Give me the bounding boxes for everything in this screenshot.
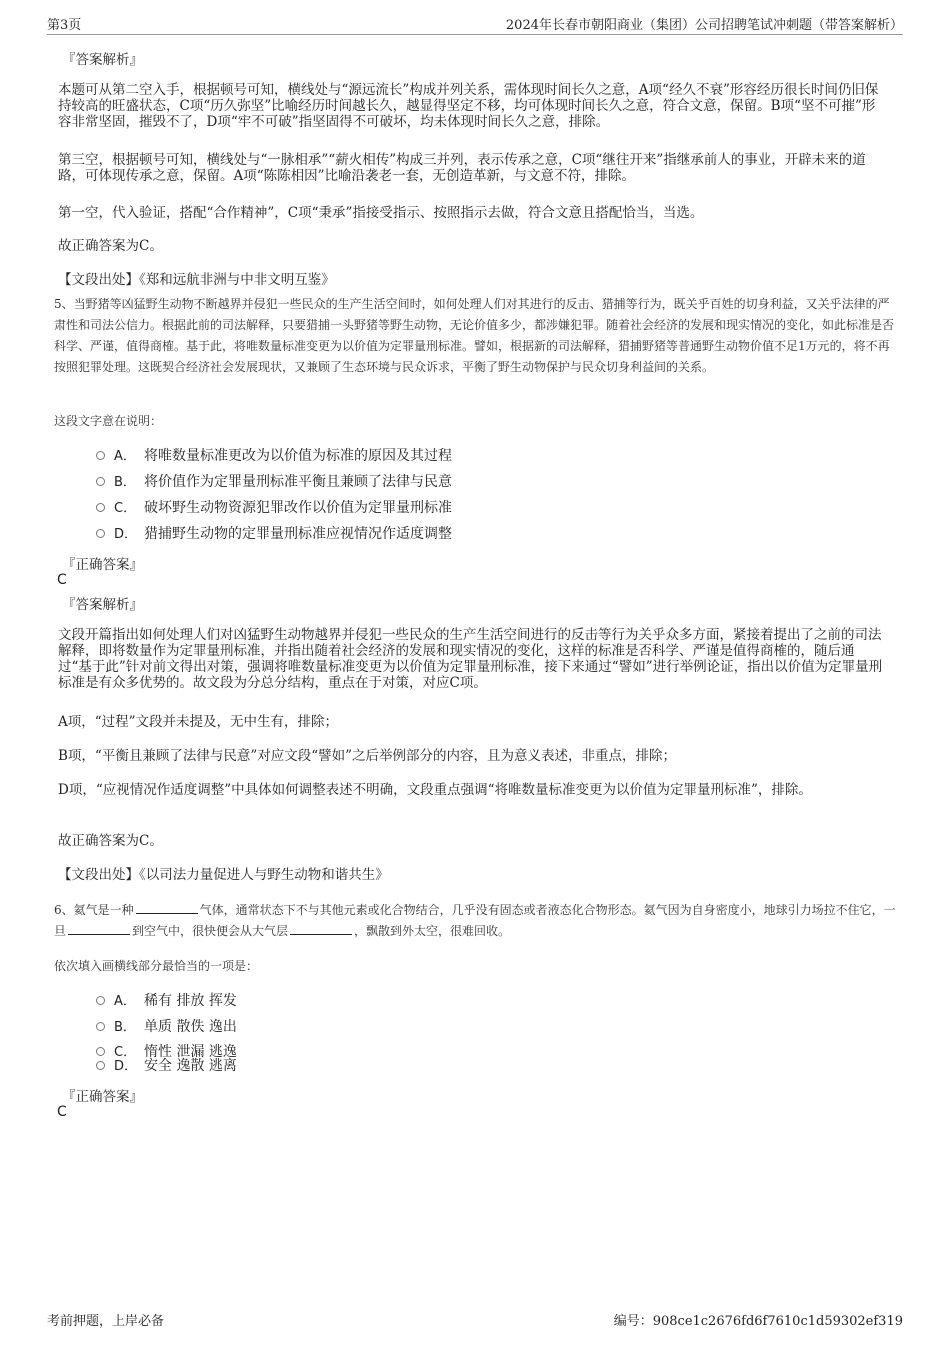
radio-icon[interactable] bbox=[96, 996, 105, 1005]
fill-blank bbox=[136, 903, 198, 914]
source-citation: 【文段出处】《郑和远航非洲与中非文明互鉴》 bbox=[58, 272, 335, 288]
question-5-prompt: 这段文字意在说明： bbox=[54, 414, 163, 428]
answer-conclusion: 故正确答案为C。 bbox=[58, 238, 163, 254]
radio-icon[interactable] bbox=[96, 477, 105, 486]
correct-answer-label: 『正确答案』 bbox=[62, 557, 143, 573]
option-a[interactable]: A． 稀有 排放 挥发 bbox=[96, 992, 237, 1010]
analysis-paragraph: 文段开篇指出如何处理人们对凶猛野生动物越界并侵犯一些民众的生产生活空间进行的反击等行为关乎众多方面，紧接着提出了之前的司法解释，即将数量作为定罪量刑标准，并指出随着社会经济的发展和现实情况的变化，这样的标准是否科学、严谨是值得商榷的，随后通过“基于此”针对前文得出对策，强调将唯数量标准变更为以价值为定罪量刑标准，接下来通过“譬如”进行举例论证，指出以价值为定罪量刑标准是有众多优势的。故文段为分总分结构，重点在于对策，对应C项。 bbox=[58, 627, 883, 691]
analysis-paragraph: D项，“应视情况作适度调整”中具体如何调整表述不明确，文段重点强调“将唯数量标准变更为以价值为定罪量刑标准”，排除。 bbox=[58, 782, 812, 798]
question-6-stem: 6、氦气是一种 气体，通常状态下不与其他元素或化合物结合，几乎没有固态或者液态化合物形态。氦气因为自身密度小，地球引力场拉不住它，一旦 到空气中，很快便会从大气层 ，飘散到外太空，很难回收。 bbox=[54, 903, 896, 938]
document-id: 编号：908ce1c2676fd6f7610c1d59302ef319 bbox=[613, 1314, 903, 1329]
radio-icon[interactable] bbox=[96, 529, 105, 538]
page-header bbox=[47, 12, 903, 35]
source-citation: 【文段出处】《以司法力量促进人与野生动物和谐共生》 bbox=[58, 867, 389, 883]
option-b[interactable]: B． 将价值作为定罪量刑标准平衡且兼顾了法律与民意 bbox=[96, 473, 452, 491]
correct-answer-value: C bbox=[57, 1104, 67, 1120]
correct-answer-label: 『正确答案』 bbox=[62, 1089, 143, 1105]
radio-icon[interactable] bbox=[96, 1047, 105, 1056]
analysis-paragraph: 第三空，根据顿号可知，横线处与“一脉相承”“薪火相传”构成三并列，表示传承之意，C项“继往开来”指继承前人的事业，开辟未来的道路，可体现传承之意，保留。A项“陈陈相因”比喻沿袭老一套，无创造革新，与文意不符，排除。 bbox=[58, 152, 866, 184]
radio-icon[interactable] bbox=[96, 1022, 105, 1031]
option-a[interactable]: A． 将唯数量标准更改为以价值为标准的原因及其过程 bbox=[96, 447, 452, 465]
fill-blank bbox=[290, 924, 352, 935]
correct-answer-value: C bbox=[57, 572, 67, 588]
question-6-prompt: 依次填入画横线部分最恰当的一项是： bbox=[54, 959, 259, 973]
analysis-paragraph: 第一空，代入验证，搭配“合作精神”，C项“秉承”指接受指示、按照指示去做，符合文意且搭配恰当，当选。 bbox=[58, 205, 704, 221]
radio-icon[interactable] bbox=[96, 451, 105, 460]
option-d[interactable]: D． 猎捕野生动物的定罪量刑标准应视情况作适度调整 bbox=[96, 525, 452, 543]
option-b[interactable]: B． 单质 散佚 逸出 bbox=[96, 1018, 237, 1036]
option-c[interactable]: C． 破坏野生动物资源犯罪改作以价值为定罪量刑标准 bbox=[96, 499, 452, 517]
footer-slogan: 考前押题，上岸必备 bbox=[47, 1314, 165, 1329]
analysis-paragraph: B项，“平衡且兼顾了法律与民意”对应文段“譬如”之后举例部分的内容，且为意义表述，非重点，排除； bbox=[58, 748, 677, 764]
option-d[interactable]: D． 安全 逸散 逃离 bbox=[96, 1057, 237, 1075]
radio-icon[interactable] bbox=[96, 1061, 105, 1070]
analysis-label: 『答案解析』 bbox=[62, 52, 143, 68]
page-number: 第3页 bbox=[47, 18, 82, 33]
radio-icon[interactable] bbox=[96, 503, 105, 512]
fill-blank bbox=[68, 924, 130, 935]
question-5-stem: 5、当野猪等凶猛野生动物不断越界并侵犯一些民众的生产生活空间时，如何处理人们对其进行的反击、猎捕等行为，既关乎百姓的切身利益，又关乎法律的严肃性和司法公信力。根据此前的司法解释，只要猎捕一头野猪等野生动物，无论价值多少，都涉嫌犯罪。随着社会经济的发展和现实情况的变化，如此标准是否科学、严谨，值得商榷。基于此，将唯数量标准变更为以价值为定罪量刑标准。譬如，根据新的司法解释，猎捕野猪等普通野生动物价值不足1万元的，将不再按照犯罪处理。这既契合经济社会发展现状，又兼顾了生态环境与民众诉求，平衡了野生动物保护与民众切身利益间的关系。 bbox=[54, 297, 895, 374]
analysis-paragraph: 本题可从第二空入手，根据顿号可知，横线处与“源远流长”构成并列关系，需体现时间长久之意，A项“经久不衰”形容经历很长时间仍旧保持较高的旺盛状态，C项“历久弥坚”比喻经历时间越长久，越显得坚定不移，均可体现时间长久之意，符合文意，保留。B项“坚不可摧”形容非常坚固，摧毁不了，D项“牢不可破”指坚固得不可破坏，均未体现时间长久之意，排除。 bbox=[58, 82, 879, 130]
option-c[interactable]: C． 惰性 泄漏 逃逸 bbox=[96, 1043, 237, 1061]
analysis-paragraph: A项，“过程”文段并未提及，无中生有，排除； bbox=[58, 714, 339, 730]
answer-conclusion: 故正确答案为C。 bbox=[58, 833, 163, 849]
document-title: 2024年长春市朝阳商业（集团）公司招聘笔试冲刺题（带答案解析） bbox=[505, 18, 903, 33]
analysis-label: 『答案解析』 bbox=[62, 597, 143, 613]
